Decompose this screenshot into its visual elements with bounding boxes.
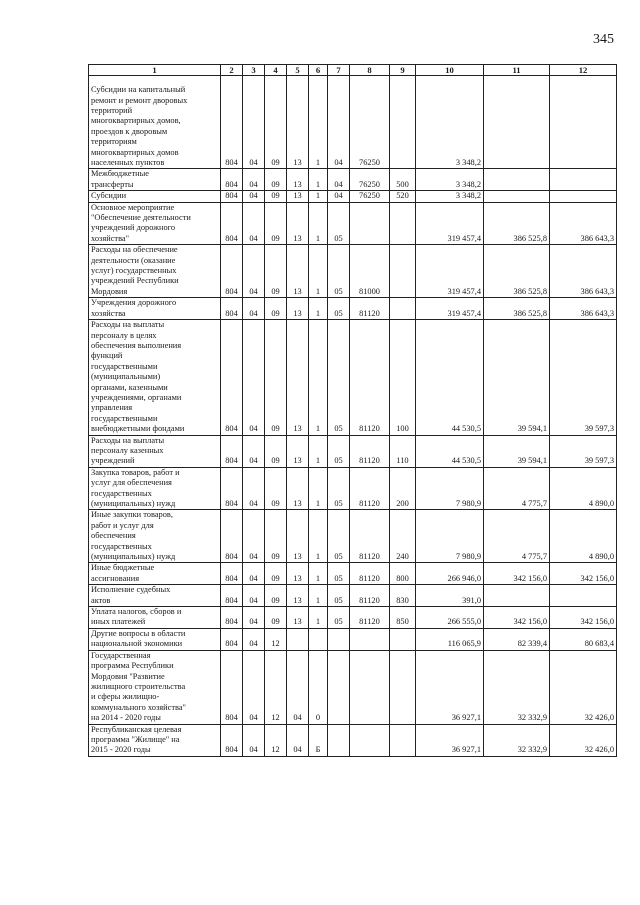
cell-col-4: 09 — [265, 320, 287, 435]
cell-col-11: 39 594,1 — [484, 320, 550, 435]
cell-col-4: 09 — [265, 298, 287, 320]
table-row — [89, 245, 617, 298]
cell-col-12: 32 426,0 — [550, 650, 617, 724]
cell-col-8 — [350, 202, 390, 245]
cell-col-11: 39 594,1 — [484, 435, 550, 467]
cell-col-5: 13 — [287, 607, 309, 629]
cell-col-10: 266 555,0 — [416, 607, 484, 629]
cell-col-6: 1 — [309, 510, 328, 563]
cell-col-7: 05 — [328, 245, 350, 298]
cell-col-11 — [484, 76, 550, 169]
cell-col-7: 05 — [328, 467, 350, 510]
cell-col-10: 116 065,9 — [416, 628, 484, 650]
row-description: Исполнение судебных актов — [89, 585, 221, 607]
row-description: Уплата налогов, сборов и иных платежей — [89, 607, 221, 629]
cell-col-4: 09 — [265, 435, 287, 467]
cell-col-12 — [550, 169, 617, 191]
row-description: Учреждения дорожного хозяйства — [89, 298, 221, 320]
cell-col-3: 04 — [243, 169, 265, 191]
cell-col-3: 04 — [243, 320, 265, 435]
cell-col-11: 32 332,9 — [484, 650, 550, 724]
cell-col-7: 04 — [328, 191, 350, 202]
cell-col-2: 804 — [221, 298, 243, 320]
row-description: Государственная программа Республики Мордовия "Развитие жилищного строительства и сферы жилищно- коммунального хозяйства" на 2014 - 2020 годы — [89, 650, 221, 724]
table-row — [89, 435, 617, 467]
cell-col-5: 13 — [287, 298, 309, 320]
cell-col-9 — [390, 76, 416, 169]
cell-col-6: 1 — [309, 76, 328, 169]
cell-col-8: 81120 — [350, 435, 390, 467]
cell-col-11 — [484, 191, 550, 202]
cell-col-5: 13 — [287, 245, 309, 298]
header-row — [89, 65, 617, 76]
table-row — [89, 467, 617, 510]
cell-col-4: 09 — [265, 245, 287, 298]
cell-col-11: 4 775,7 — [484, 510, 550, 563]
cell-col-6: 1 — [309, 169, 328, 191]
row-description: Субсидии на капитальный ремонт и ремонт дворовых территорий многоквартирных домов, проездов к дворовым территориям многоквартирных домов населенных пунктов — [89, 76, 221, 169]
column-header-7: 7 — [328, 65, 350, 76]
column-header-3: 3 — [243, 65, 265, 76]
column-header-9: 9 — [390, 65, 416, 76]
cell-col-7: 05 — [328, 202, 350, 245]
cell-col-9: 110 — [390, 435, 416, 467]
table-row — [89, 76, 617, 169]
cell-col-2: 804 — [221, 724, 243, 756]
cell-col-9: 240 — [390, 510, 416, 563]
column-header-6: 6 — [309, 65, 328, 76]
table-row — [89, 298, 617, 320]
cell-col-5 — [287, 628, 309, 650]
row-description: Расходы на выплаты персоналу казенных учреждений — [89, 435, 221, 467]
column-header-5: 5 — [287, 65, 309, 76]
cell-col-10: 266 946,0 — [416, 563, 484, 585]
row-description: Республиканская целевая программа "Жилище" на 2015 - 2020 годы — [89, 724, 221, 756]
page-number: 345 — [593, 32, 614, 47]
cell-col-7: 04 — [328, 169, 350, 191]
cell-col-3: 04 — [243, 467, 265, 510]
cell-col-4: 09 — [265, 585, 287, 607]
cell-col-3: 04 — [243, 510, 265, 563]
cell-col-3: 04 — [243, 435, 265, 467]
cell-col-12: 386 643,3 — [550, 245, 617, 298]
cell-col-5: 13 — [287, 191, 309, 202]
cell-col-5: 13 — [287, 76, 309, 169]
cell-col-8: 81120 — [350, 467, 390, 510]
cell-col-12: 32 426,0 — [550, 724, 617, 756]
row-description: Иные закупки товаров, работ и услуг для обеспечения государственных (муниципальных) нужд — [89, 510, 221, 563]
cell-col-2: 804 — [221, 585, 243, 607]
budget-table — [88, 64, 617, 757]
cell-col-5: 13 — [287, 585, 309, 607]
cell-col-2: 804 — [221, 202, 243, 245]
cell-col-6: 1 — [309, 191, 328, 202]
cell-col-2: 804 — [221, 169, 243, 191]
cell-col-10: 7 980,9 — [416, 510, 484, 563]
cell-col-5: 13 — [287, 563, 309, 585]
row-description: Иные бюджетные ассигнования — [89, 563, 221, 585]
cell-col-6: 1 — [309, 585, 328, 607]
cell-col-4: 09 — [265, 467, 287, 510]
cell-col-5: 13 — [287, 320, 309, 435]
cell-col-2: 804 — [221, 320, 243, 435]
cell-col-2: 804 — [221, 510, 243, 563]
cell-col-12: 386 643,3 — [550, 202, 617, 245]
cell-col-10: 3 348,2 — [416, 169, 484, 191]
cell-col-3: 04 — [243, 245, 265, 298]
table-row — [89, 650, 617, 724]
cell-col-11: 386 525,8 — [484, 298, 550, 320]
cell-col-9: 830 — [390, 585, 416, 607]
cell-col-8: 81120 — [350, 510, 390, 563]
cell-col-5: 13 — [287, 467, 309, 510]
cell-col-6: 1 — [309, 245, 328, 298]
cell-col-9: 520 — [390, 191, 416, 202]
cell-col-12 — [550, 76, 617, 169]
cell-col-4: 09 — [265, 76, 287, 169]
cell-col-4: 09 — [265, 202, 287, 245]
cell-col-8 — [350, 724, 390, 756]
cell-col-6: Б — [309, 724, 328, 756]
cell-col-4: 12 — [265, 724, 287, 756]
cell-col-11: 342 156,0 — [484, 563, 550, 585]
row-description: Субсидии — [89, 191, 221, 202]
column-header-1: 1 — [89, 65, 221, 76]
row-description: Расходы на обеспечение деятельности (оказание услуг) государственных учреждений Республики Мордовия — [89, 245, 221, 298]
cell-col-8: 76250 — [350, 76, 390, 169]
cell-col-8: 81120 — [350, 563, 390, 585]
cell-col-6: 1 — [309, 298, 328, 320]
column-header-10: 10 — [416, 65, 484, 76]
row-description: Основное мероприятие "Обеспечение деятельности учреждений дорожного хозяйства" — [89, 202, 221, 245]
cell-col-5: 13 — [287, 435, 309, 467]
row-description: Расходы на выплаты персоналу в целях обеспечения выполнения функций государственными (муниципальными) органами, казенными учреждениями, органами управления государственными внебюджетными фондами — [89, 320, 221, 435]
cell-col-11: 4 775,7 — [484, 467, 550, 510]
cell-col-9 — [390, 724, 416, 756]
cell-col-6: 1 — [309, 563, 328, 585]
column-header-12: 12 — [550, 65, 617, 76]
cell-col-12: 4 890,0 — [550, 467, 617, 510]
cell-col-8: 81000 — [350, 245, 390, 298]
cell-col-8: 76250 — [350, 169, 390, 191]
table-row — [89, 585, 617, 607]
cell-col-7: 05 — [328, 298, 350, 320]
cell-col-4: 09 — [265, 607, 287, 629]
cell-col-9: 200 — [390, 467, 416, 510]
column-header-8: 8 — [350, 65, 390, 76]
cell-col-12: 80 683,4 — [550, 628, 617, 650]
cell-col-10: 44 530,5 — [416, 320, 484, 435]
cell-col-9: 850 — [390, 607, 416, 629]
cell-col-10: 319 457,4 — [416, 298, 484, 320]
cell-col-6: 1 — [309, 435, 328, 467]
cell-col-6: 0 — [309, 650, 328, 724]
cell-col-5: 04 — [287, 650, 309, 724]
cell-col-11 — [484, 169, 550, 191]
cell-col-3: 04 — [243, 607, 265, 629]
cell-col-11: 32 332,9 — [484, 724, 550, 756]
cell-col-3: 04 — [243, 628, 265, 650]
column-header-4: 4 — [265, 65, 287, 76]
cell-col-7: 04 — [328, 76, 350, 169]
cell-col-4: 12 — [265, 650, 287, 724]
cell-col-12: 4 890,0 — [550, 510, 617, 563]
cell-col-2: 804 — [221, 650, 243, 724]
cell-col-2: 804 — [221, 245, 243, 298]
cell-col-11: 342 156,0 — [484, 607, 550, 629]
cell-col-5: 04 — [287, 724, 309, 756]
cell-col-10: 3 348,2 — [416, 76, 484, 169]
cell-col-7: 05 — [328, 563, 350, 585]
cell-col-7: 05 — [328, 585, 350, 607]
row-description: Межбюджетные трансферты — [89, 169, 221, 191]
cell-col-10: 319 457,4 — [416, 202, 484, 245]
cell-col-2: 804 — [221, 607, 243, 629]
cell-col-6: 1 — [309, 607, 328, 629]
cell-col-4: 12 — [265, 628, 287, 650]
cell-col-9 — [390, 628, 416, 650]
cell-col-3: 04 — [243, 298, 265, 320]
cell-col-7 — [328, 628, 350, 650]
cell-col-10: 391,0 — [416, 585, 484, 607]
cell-col-8 — [350, 650, 390, 724]
cell-col-8 — [350, 628, 390, 650]
cell-col-10: 319 457,4 — [416, 245, 484, 298]
cell-col-10: 36 927,1 — [416, 724, 484, 756]
cell-col-6: 1 — [309, 202, 328, 245]
cell-col-3: 04 — [243, 724, 265, 756]
cell-col-8: 81120 — [350, 585, 390, 607]
cell-col-2: 804 — [221, 628, 243, 650]
cell-col-12: 39 597,3 — [550, 320, 617, 435]
cell-col-7 — [328, 650, 350, 724]
table-row — [89, 724, 617, 756]
cell-col-7: 05 — [328, 607, 350, 629]
cell-col-3: 04 — [243, 191, 265, 202]
table-row — [89, 202, 617, 245]
cell-col-7: 05 — [328, 510, 350, 563]
cell-col-12: 39 597,3 — [550, 435, 617, 467]
cell-col-2: 804 — [221, 435, 243, 467]
cell-col-3: 04 — [243, 202, 265, 245]
cell-col-9 — [390, 202, 416, 245]
cell-col-11: 82 339,4 — [484, 628, 550, 650]
cell-col-10: 7 980,9 — [416, 467, 484, 510]
cell-col-4: 09 — [265, 563, 287, 585]
cell-col-3: 04 — [243, 650, 265, 724]
table-row — [89, 510, 617, 563]
cell-col-2: 804 — [221, 467, 243, 510]
column-header-11: 11 — [484, 65, 550, 76]
cell-col-5: 13 — [287, 510, 309, 563]
cell-col-6: 1 — [309, 467, 328, 510]
cell-col-9: 800 — [390, 563, 416, 585]
cell-col-8: 81120 — [350, 320, 390, 435]
cell-col-2: 804 — [221, 563, 243, 585]
table-row — [89, 320, 617, 435]
cell-col-8: 81120 — [350, 298, 390, 320]
cell-col-11: 386 525,8 — [484, 245, 550, 298]
cell-col-2: 804 — [221, 76, 243, 169]
cell-col-5: 13 — [287, 169, 309, 191]
table-row — [89, 628, 617, 650]
table-row — [89, 607, 617, 629]
cell-col-7 — [328, 724, 350, 756]
row-description: Другие вопросы в области национальной экономики — [89, 628, 221, 650]
cell-col-3: 04 — [243, 563, 265, 585]
cell-col-10: 3 348,2 — [416, 191, 484, 202]
cell-col-12: 342 156,0 — [550, 563, 617, 585]
cell-col-8: 81120 — [350, 607, 390, 629]
table-row — [89, 169, 617, 191]
cell-col-9: 100 — [390, 320, 416, 435]
cell-col-8: 76250 — [350, 191, 390, 202]
cell-col-12: 386 643,3 — [550, 298, 617, 320]
cell-col-9 — [390, 245, 416, 298]
table-row — [89, 191, 617, 202]
cell-col-9 — [390, 650, 416, 724]
row-description: Закупка товаров, работ и услуг для обеспечения государственных (муниципальных) нужд — [89, 467, 221, 510]
cell-col-7: 05 — [328, 435, 350, 467]
cell-col-4: 09 — [265, 191, 287, 202]
cell-col-12: 342 156,0 — [550, 607, 617, 629]
cell-col-3: 04 — [243, 76, 265, 169]
cell-col-2: 804 — [221, 191, 243, 202]
cell-col-4: 09 — [265, 169, 287, 191]
cell-col-11: 386 525,8 — [484, 202, 550, 245]
cell-col-5: 13 — [287, 202, 309, 245]
table-row — [89, 563, 617, 585]
cell-col-9: 500 — [390, 169, 416, 191]
cell-col-10: 44 530,5 — [416, 435, 484, 467]
cell-col-4: 09 — [265, 510, 287, 563]
cell-col-6 — [309, 628, 328, 650]
cell-col-6: 1 — [309, 320, 328, 435]
cell-col-7: 05 — [328, 320, 350, 435]
cell-col-12 — [550, 585, 617, 607]
cell-col-11 — [484, 585, 550, 607]
cell-col-3: 04 — [243, 585, 265, 607]
cell-col-10: 36 927,1 — [416, 650, 484, 724]
cell-col-12 — [550, 191, 617, 202]
column-header-2: 2 — [221, 65, 243, 76]
cell-col-9 — [390, 298, 416, 320]
